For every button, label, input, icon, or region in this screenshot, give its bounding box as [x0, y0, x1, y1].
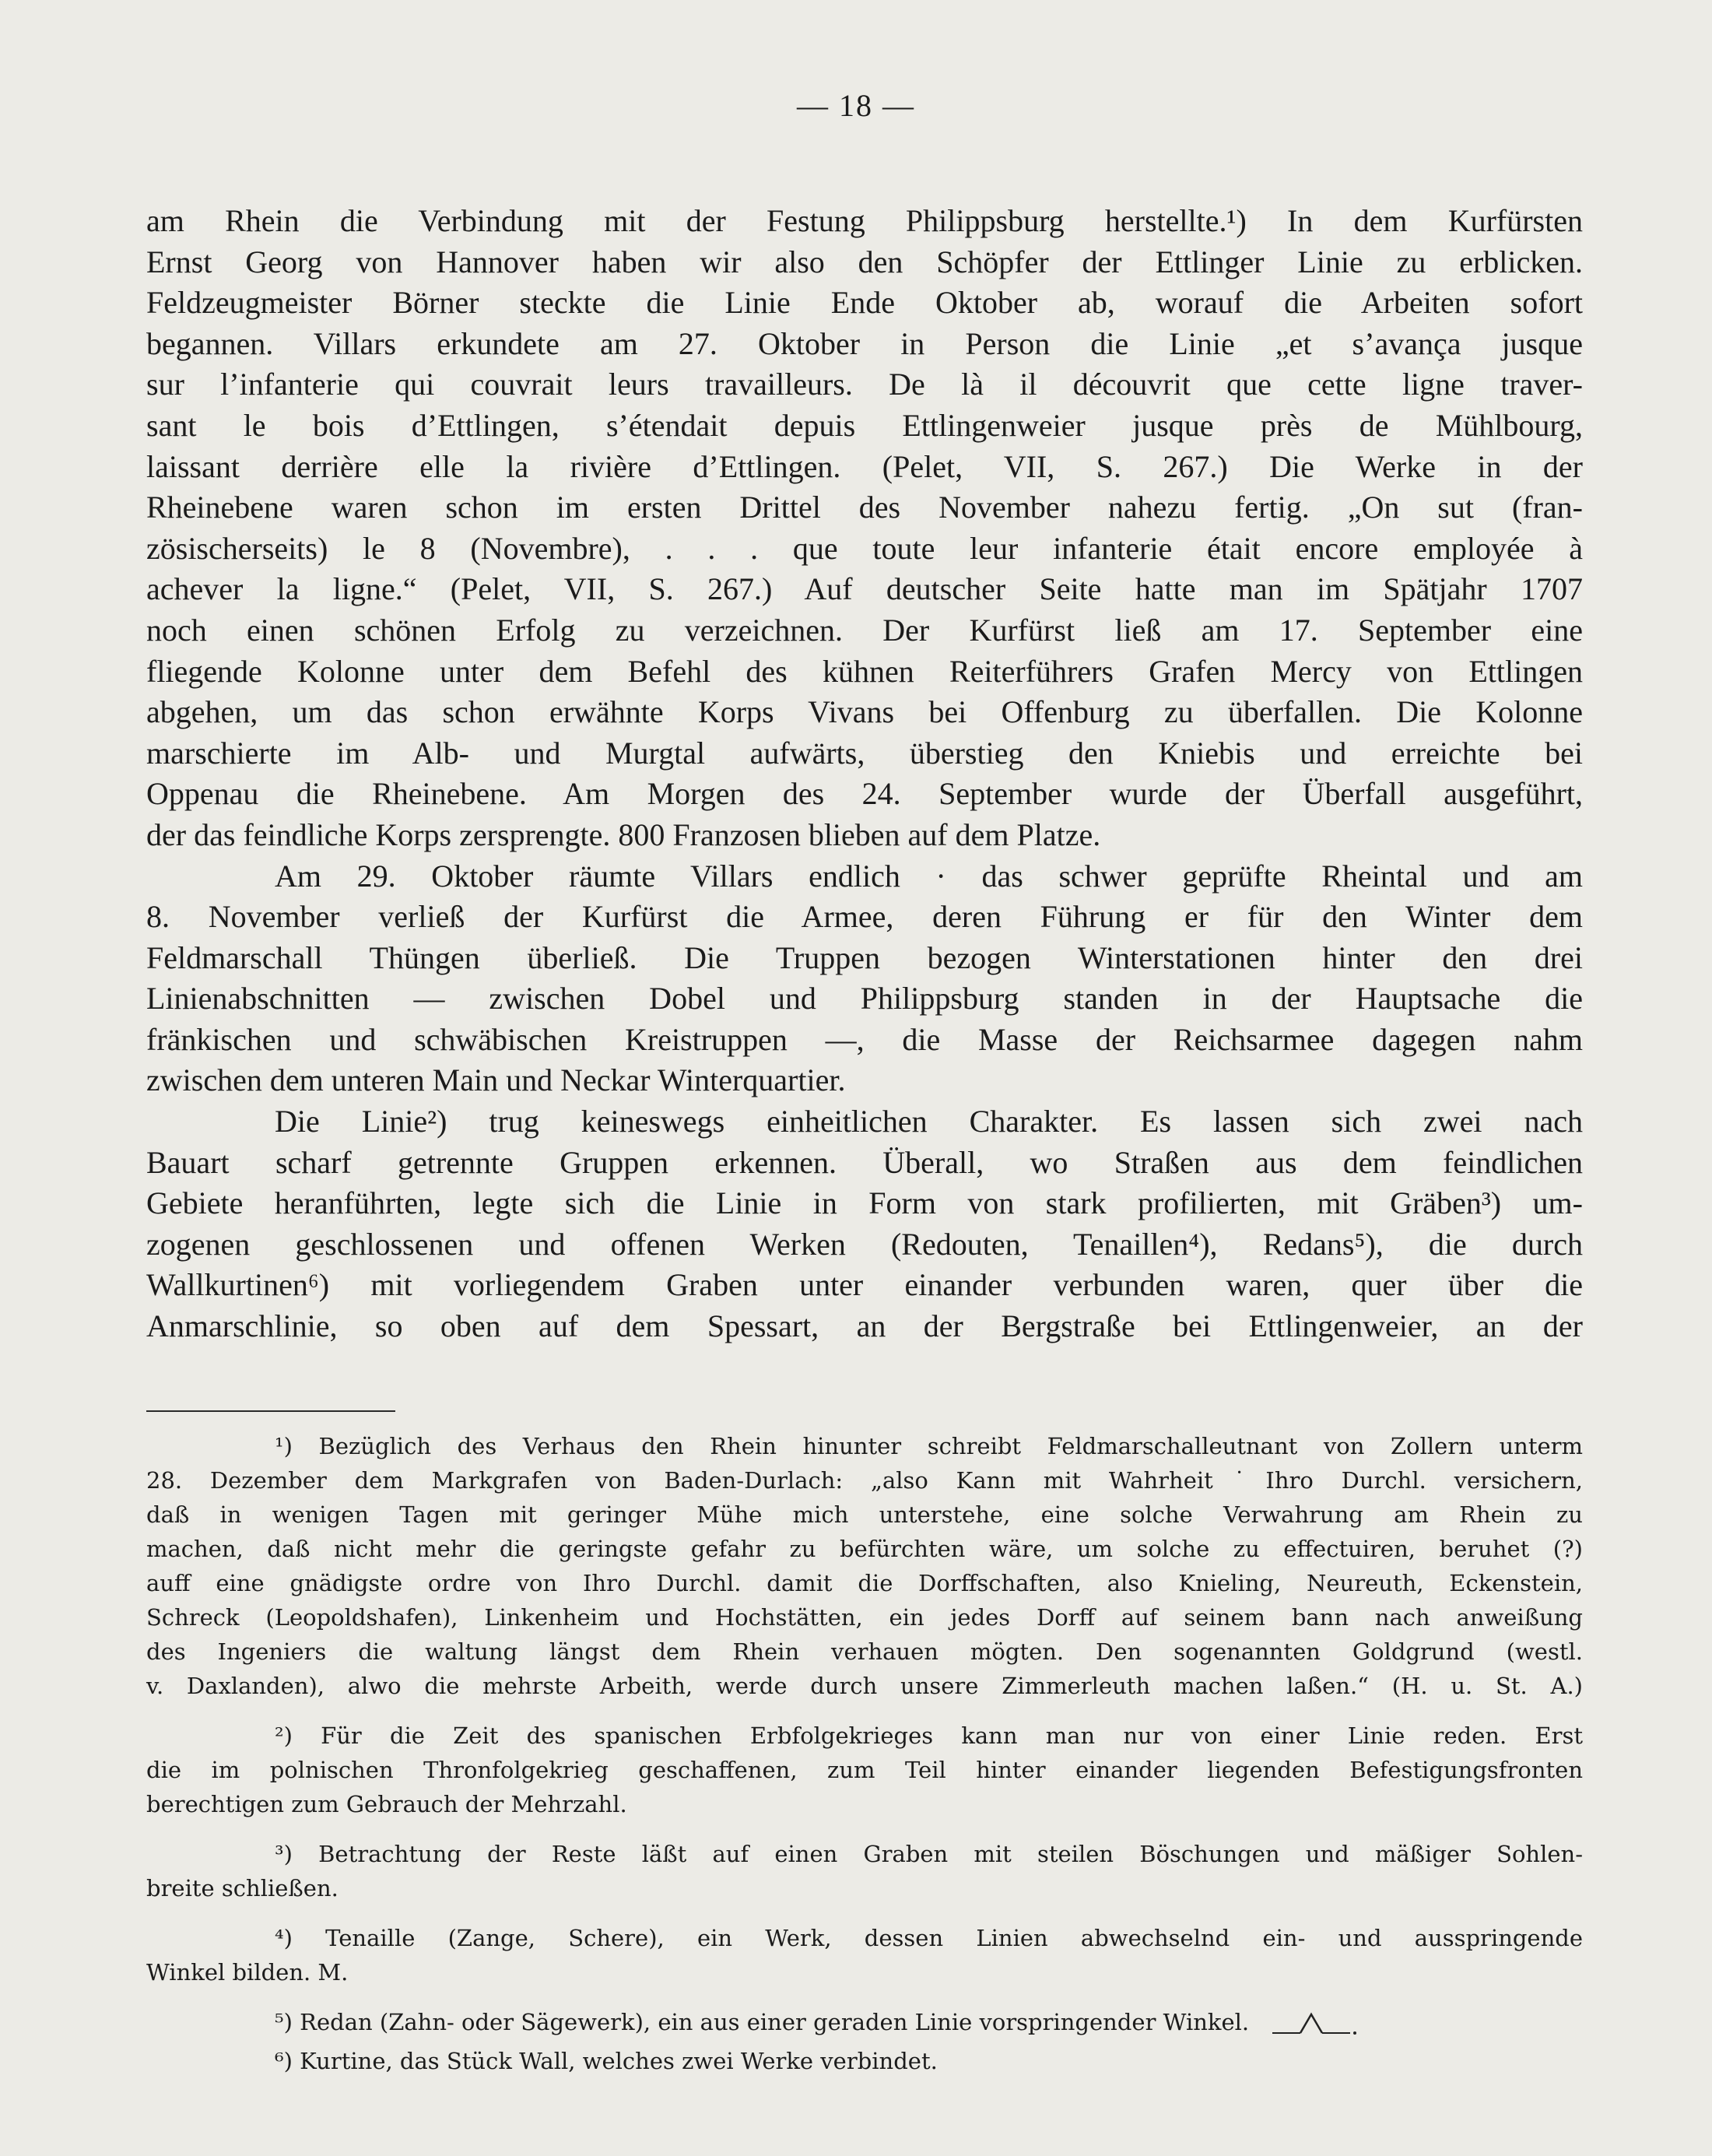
- text-line: zösischerseits) le 8 (Novembre), . . . que toute leur infanterie était encore employée à: [146, 530, 1583, 566]
- text-line: Feldmarschall Thüngen überließ. Die Truppen bezogen Winterstationen hinter den drei: [146, 939, 1583, 975]
- text-line: laissant derrière elle la rivière d’Ettlingen. (Pelet, VII, S. 267.) Die Werke in der: [146, 448, 1583, 484]
- footnote-line: daß in wenigen Tagen mit geringer Mühe mich unterstehe, eine solche Verwahrung am Rhein zu: [146, 1501, 1583, 1528]
- footnote-3: [146, 1837, 1583, 1905]
- footnote-line: [146, 2005, 1583, 2039]
- footnote-6: [146, 2044, 1583, 2078]
- text-line: fliegende Kolonne unter dem Befehl des kühnen Reiterführers Grafen Mercy von Ettlingen: [146, 653, 1583, 689]
- text-line: der das feindliche Korps zersprengte. 800 Franzosen blieben auf dem Platze.: [146, 816, 1101, 852]
- text-line: achever la ligne.“ (Pelet, VII, S. 267.) Auf deutscher Seite hatte man im Spätjahr 1707: [146, 571, 1583, 607]
- text-line: Ernst Georg von Hannover haben wir also den Schöpfer der Ettlinger Linie zu erblicken.: [146, 244, 1583, 279]
- paragraph-2: [146, 856, 1583, 1102]
- text-line: fränkischen und schwäbischen Kreistruppen —, die Masse der Reichsarmee dagegen nahm: [146, 1021, 1583, 1057]
- footnote-line: auff eine gnädigste ordre von Ihro Durchl. damit die Dorffschaften, also Knieling, Neureuth, Eckenstein,: [146, 1570, 1583, 1596]
- text-line: sur l’infanterie qui couvrait leurs travailleurs. De là il découvrit que cette ligne traver-: [146, 367, 1583, 402]
- text-line: abgehen, um das schon erwähnte Korps Vivans bei Offenburg zu überfallen. Die Kolonne: [146, 694, 1583, 730]
- footnote-1: [146, 1429, 1583, 1703]
- page-number: — 18 —: [797, 88, 915, 123]
- text-line: Anmarschlinie, so oben auf dem Spessart, an der Bergstraße bei Ettlingenweier, an der: [146, 1308, 1583, 1344]
- footnote-line: ³) Betrachtung der Reste läßt auf einen Graben mit steilen Böschungen und mäßiger Sohlen-: [275, 1841, 1583, 1867]
- footnote-line: berechtigen zum Gebrauch der Mehrzahl.: [146, 1791, 627, 1817]
- text-line: zogenen geschlossenen und offenen Werken (Redouten, Tenaillen⁴), Redans⁵), die durch: [146, 1226, 1583, 1262]
- text-line: Rheinebene waren schon im ersten Drittel des November nahezu fertig. „On sut (fran-: [146, 490, 1583, 525]
- text-line: Gebiete heranführten, legte sich die Linie in Form von stark profilierten, mit Gräben³) um-: [146, 1185, 1583, 1221]
- footnote-5: [146, 2005, 1583, 2039]
- footnote-line: ¹) Bezüglich des Verhaus den Rhein hinunter schreibt Feldmarschalleutnant von Zollern unterm: [275, 1433, 1583, 1459]
- footnotes: [146, 1429, 1583, 2094]
- text-line: marschierte im Alb- und Murgtal aufwärts, überstieg den Kniebis und erreichte bei: [146, 735, 1583, 771]
- text-line: sant le bois d’Ettlingen, s’étendait depuis Ettlingenweier jusque près de Mühlbourg,: [146, 407, 1583, 443]
- footnote-line: ²) Für die Zeit des spanischen Erbfolgekrieges kann man nur von einer Linie reden. Erst: [275, 1722, 1583, 1749]
- footnote-line: breite schließen.: [146, 1875, 339, 1901]
- footnote-2: [146, 1719, 1583, 1821]
- redan-diagram-icon: [1272, 2010, 1358, 2038]
- text-line: Bauart scharf getrennte Gruppen erkennen. Überall, wo Straßen aus dem feindlichen: [146, 1144, 1583, 1180]
- footnote-line: die im polnischen Thronfolgekrieg geschaffenen, zum Teil hinter einander liegenden Befestigungsfronten: [146, 1757, 1583, 1783]
- text-line: Feldzeugmeister Börner steckte die Linie Ende Oktober ab, worauf die Arbeiten sofort: [146, 285, 1583, 321]
- text-line: Die Linie²) trug keineswegs einheitlichen Charakter. Es lassen sich zwei nach: [275, 1104, 1583, 1139]
- footnote-divider: [146, 1410, 395, 1412]
- text-line: Am 29. Oktober räumte Villars endlich · das schwer geprüfte Rheintal und am: [275, 858, 1583, 894]
- footnote-line: Schreck (Leopoldshafen), Linkenheim und Hochstätten, ein jedes Dorff auf seinem bann nach anweißung: [146, 1604, 1583, 1631]
- paragraph-1: [146, 201, 1583, 856]
- text-line: zwischen dem unteren Main und Neckar Winterquartier.: [146, 1062, 846, 1098]
- footnote-line: Winkel bilden. M.: [146, 1959, 349, 1986]
- footnote-line: ⁶) Kurtine, das Stück Wall, welches zwei Werke verbindet.: [275, 2048, 938, 2074]
- text-line: 8. November verließ der Kurfürst die Armee, deren Führung er für den Winter dem: [146, 899, 1583, 935]
- text-line: noch einen schönen Erfolg zu verzeichnen. Der Kurfürst ließ am 17. September eine: [146, 612, 1583, 648]
- text-line: Oppenau die Rheinebene. Am Morgen des 24. September wurde der Überfall ausgeführt,: [146, 776, 1583, 812]
- text-line: Wallkurtinen⁶) mit vorliegendem Graben unter einander verbunden waren, quer über die: [146, 1267, 1583, 1303]
- text-line: Linienabschnitten — zwischen Dobel und Philippsburg standen in der Hauptsache die: [146, 981, 1583, 1017]
- footnote-line: v. Daxlanden), alwo die mehrste Arbeith, werde durch unsere Zimmerleuth machen laßen.“ (H. u. St. A.): [146, 1673, 1583, 1699]
- footnote-line: des Ingeniers die waltung längst dem Rhein verhauen mögten. Den sogenannten Goldgrund (westl.: [146, 1638, 1583, 1665]
- paragraph-3: [146, 1101, 1583, 1347]
- footnote-line: machen, daß nicht mehr die geringste gefahr zu befürchten wäre, um solche zu effectuiren, beruhet (?): [146, 1536, 1583, 1562]
- footnote-line: ⁴) Tenaille (Zange, Schere), ein Werk, dessen Linien abwechselnd ein- und ausspringende: [275, 1925, 1583, 1951]
- text-line: begannen. Villars erkundete am 27. Oktober in Person die Linie „et s’avança jusque: [146, 325, 1583, 361]
- footnote-line: 28. Dezember dem Markgrafen von Baden-Durlach: „also Kann mit Wahrheit˙Ihro Durchl. versichern,: [146, 1467, 1583, 1494]
- footnote-text: ⁵) Redan (Zahn- oder Sägewerk), ein aus einer geraden Linie vorspringender Winkel.: [275, 2009, 1250, 2035]
- text-line: am Rhein die Verbindung mit der Festung Philippsburg herstellte.¹) In dem Kurfürsten: [146, 203, 1583, 238]
- body-text: [146, 201, 1583, 1347]
- footnote-4: [146, 1921, 1583, 1989]
